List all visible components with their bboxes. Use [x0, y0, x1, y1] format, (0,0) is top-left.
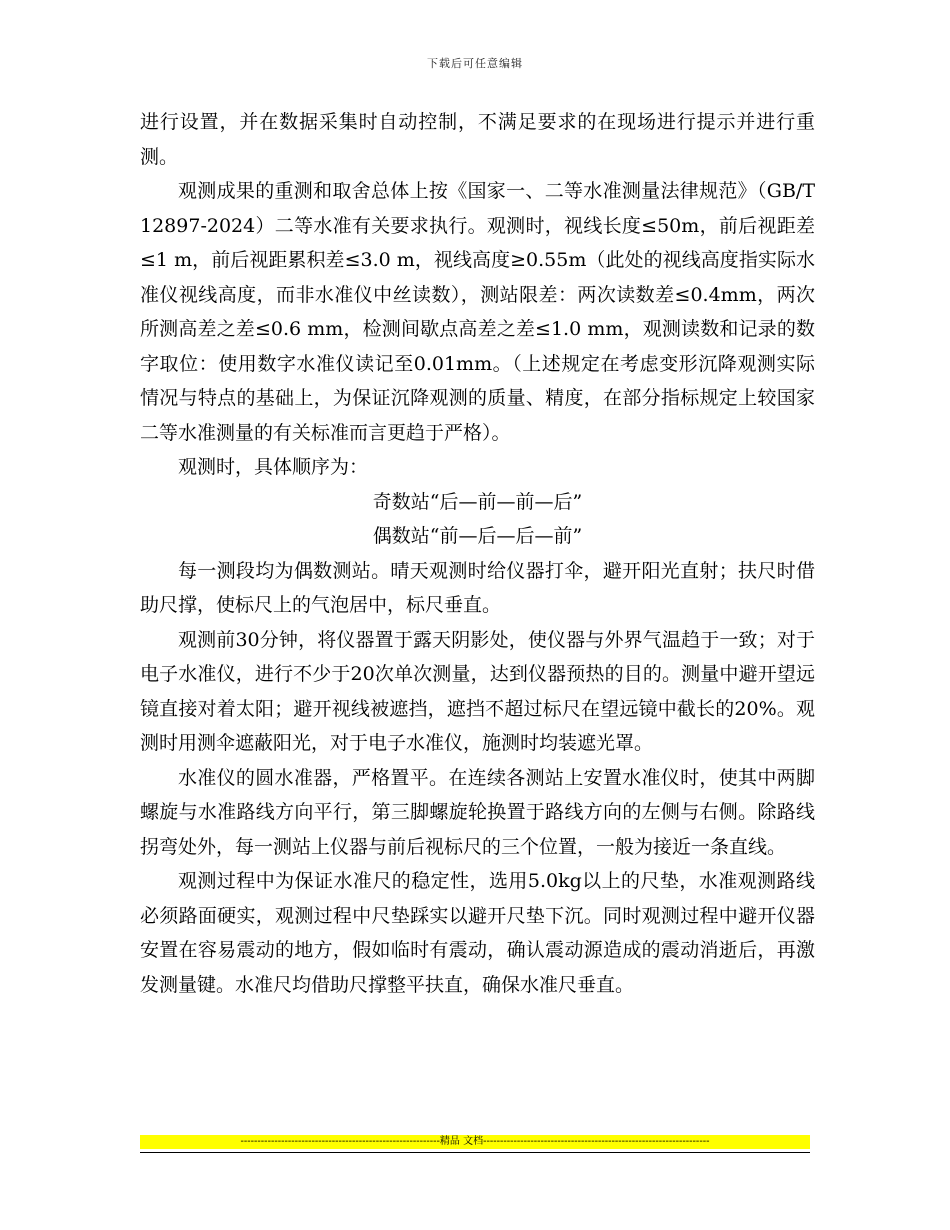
footer-banner: -----------------------------------------------------------精品 文档------------------------------------------------------------------- — [140, 1135, 810, 1149]
page-footer — [140, 1135, 810, 1153]
paragraph-2: 观测成果的重测和取舍总体上按《国家一、二等水准测量法律规范》（GB/T 12897-2024）二等水准有关要求执行。观测时，视线长度≤50m，前后视距差≤1 m，前后视距累积差≤3.0 m，视线高度≥0.55m（此处的视线高度指实际水准仪视线高度，而非水准仪中丝读数），测站限差：两次读数差≤0.4mm，两次所测高差之差≤0.6 mm，检测间歇点高差之差≤1.0 mm，观测读数和记录的数字取位：使用数字水准仪读记至0.01mm。（上述规定在考虑变形沉降观测实际情况与特点的基础上，为保证沉降观测的质量、精度，在部分指标规定上较国家二等水准测量的有关标准而言更趋于严格）。 — [140, 180, 815, 444]
paragraph-4: 每一测段均为偶数测站。晴天观测时给仪器打伞，避开阳光直射；扶尺时借助尺撑，使标尺上的气泡居中，标尺垂直。 — [140, 559, 815, 616]
footer-rule — [140, 1152, 810, 1153]
sequence-even: 偶数站“前—后—后—前” — [372, 525, 583, 547]
paragraph-5: 观测前30分钟，将仪器置于露天阴影处，使仪器与外界气温趋于一致；对于电子水准仪，进行不少于20次单次测量，达到仪器预热的目的。测量中避开望远镜直接对着太阳；避开视线被遮挡，遮挡不超过标尺在望远镜中截长的20%。观测时用测伞遮蔽阳光，对于电子水准仪，施测时均装遮光罩。 — [140, 628, 815, 754]
paragraph-1: 进行设置，并在数据采集时自动控制，不满足要求的在现场进行提示并进行重测。 — [140, 111, 815, 168]
page-header: 下载后可任意编辑 — [427, 57, 523, 70]
paragraph-6: 水准仪的圆水准器，严格置平。在连续各测站上安置水准仪时，使其中两脚螺旋与水准路线方向平行，第三脚螺旋轮换置于路线方向的左侧与右侧。除路线拐弯处外，每一测站上仪器与前后视标尺的三个位置，一般为接近一条直线。 — [140, 766, 815, 858]
sequence-odd: 奇数站“后—前—前—后” — [372, 490, 583, 513]
paragraph-3: 观测时，具体顺序为： — [178, 456, 369, 478]
paragraph-7: 观测过程中为保证水准尺的稳定性，选用5.0kg以上的尺垫，水准观测路线必须路面硬实，观测过程中尺垫踩实以避开尺垫下沉。同时观测过程中避开仪器安置在容易震动的地方，假如临时有震动，确认震动源造成的震动消逝后，再激发测量键。水准尺均借助尺撑整平扶直，确保水准尺垂直。 — [140, 870, 815, 996]
document-body — [140, 105, 815, 1002]
